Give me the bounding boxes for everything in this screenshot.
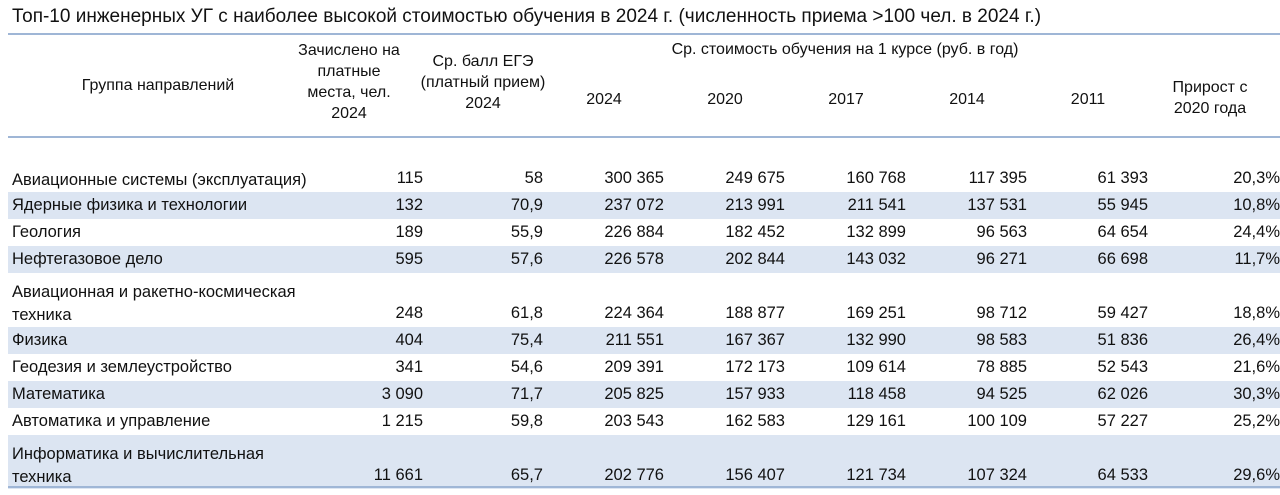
cost-2017-cell: 121 734 [785,435,906,489]
header-cost: Ср. стоимость обучения на 1 курсе (руб. в год) [671,41,1019,58]
table-row [8,246,1280,273]
cost-2011-cell: 62 026 [1027,381,1148,408]
cost-2024-cell: 203 543 [604,412,664,430]
cost-2014-cell: 137 531 [906,192,1027,219]
cost-2014-cell: 107 324 [906,435,1027,489]
cost-table [8,138,1280,489]
cost-2017-cell: 169 251 [846,304,906,322]
header-2017: 2017 [828,91,864,108]
cost-2014-cell: 78 885 [976,358,1027,376]
growth-cell: 24,4% [1233,223,1280,241]
cost-2017-cell: 143 032 [785,246,906,273]
group-name-cell: Авиационные системы (эксплуатация) [12,171,307,189]
group-name-cell: Геология [12,223,81,241]
table-row [8,381,1280,408]
cost-2020-cell: 188 877 [725,304,785,322]
table-row [8,138,1280,192]
header-2024: 2024 [586,91,622,108]
enrolled-cell: 3 090 [308,381,423,408]
cost-2020-cell: 182 452 [725,223,785,241]
cost-2011-cell: 66 698 [1027,246,1148,273]
table-row [8,408,1280,435]
header-growth: Прирост с 2020 года [1172,79,1248,117]
ege-cell: 61,8 [510,304,543,322]
cost-2020-cell: 172 173 [725,358,785,376]
cost-2017-cell: 118 458 [785,381,906,408]
cost-2024-cell: 205 825 [543,381,664,408]
cost-2014-cell: 98 583 [906,327,1027,354]
cost-2020-cell: 202 844 [664,246,785,273]
group-name-cell: Нефтегазовое дело [8,246,308,273]
cost-2011-cell: 64 654 [1097,223,1148,241]
growth-cell: 25,2% [1233,412,1280,430]
enrolled-cell: 248 [395,304,423,322]
ege-cell: 75,4 [423,327,543,354]
cost-2017-cell: 129 161 [846,412,906,430]
cost-2014-cell: 117 395 [968,169,1027,187]
enrolled-cell: 595 [308,246,423,273]
cost-2011-cell: 61 393 [1097,169,1148,187]
growth-cell: 30,3% [1148,381,1280,408]
cost-2020-cell: 167 367 [664,327,785,354]
cost-2024-cell: 224 364 [604,304,664,322]
growth-cell: 29,6% [1148,435,1280,489]
group-name-cell: Ядерные физика и технологии [8,192,308,219]
cost-2017-cell: 160 768 [846,169,906,187]
ege-cell: 59,8 [510,412,543,430]
cost-2011-cell: 51 836 [1027,327,1148,354]
cost-2011-cell: 55 945 [1027,192,1148,219]
cost-2024-cell: 300 365 [604,169,664,187]
table-row [8,327,1280,354]
ege-cell: 65,7 [423,435,543,489]
ege-cell: 57,6 [423,246,543,273]
cost-2020-cell: 156 407 [664,435,785,489]
cost-2011-cell: 64 533 [1027,435,1148,489]
cost-2014-cell: 96 271 [906,246,1027,273]
enrolled-cell: 132 [308,192,423,219]
table-row [8,435,1280,489]
cost-2024-cell: 237 072 [543,192,664,219]
ege-cell: 70,9 [423,192,543,219]
growth-cell: 26,4% [1148,327,1280,354]
ege-cell: 54,6 [510,358,543,376]
growth-cell: 20,3% [1233,169,1280,187]
cost-2024-cell: 209 391 [604,358,664,376]
cost-2020-cell: 249 675 [725,169,785,187]
cost-2014-cell: 96 563 [976,223,1027,241]
ege-cell: 55,9 [510,223,543,241]
cost-2017-cell: 132 899 [846,223,906,241]
enrolled-cell: 404 [308,327,423,354]
group-name-cell: Геодезия и землеустройство [12,358,232,376]
growth-cell: 18,8% [1233,304,1280,322]
cost-2020-cell: 162 583 [725,412,785,430]
header-ege: Ср. балл ЕГЭ (платный прием) 2024 [420,53,546,112]
cost-2017-cell: 109 614 [846,358,906,376]
cost-2024-cell: 211 551 [543,327,664,354]
table-row [8,354,1280,381]
cost-2014-cell: 94 525 [906,381,1027,408]
cost-2020-cell: 157 933 [664,381,785,408]
enrolled-cell: 189 [395,223,423,241]
table-row [8,219,1280,246]
table-row [8,273,1280,327]
ege-cell: 58 [524,169,543,187]
cost-2011-cell: 57 227 [1097,412,1148,430]
header-2014: 2014 [949,91,985,108]
group-name-cell: Авиационная и ракетно-космическая техника [12,283,296,324]
growth-cell: 10,8% [1148,192,1280,219]
ege-cell: 71,7 [423,381,543,408]
header-enrolled: Зачислено на платные места, чел. 2024 [298,42,400,122]
table-title: Топ-10 инженерных УГ с наиболее высокой стоимостью обучения в 2024 г. (численность приема >100 чел. в 2024 г.) [12,6,1042,27]
cost-2011-cell: 59 427 [1097,304,1148,322]
group-name-cell: Автоматика и управление [12,412,211,430]
group-name-cell: Информатика и вычислительная техника [8,435,308,489]
group-name-cell: Математика [8,381,308,408]
header-2011: 2011 [1070,91,1106,108]
group-name-cell: Физика [8,327,308,354]
cost-2011-cell: 52 543 [1097,358,1148,376]
enrolled-cell: 1 215 [381,412,423,430]
growth-cell: 21,6% [1233,358,1280,376]
enrolled-cell: 115 [396,169,423,187]
cost-2024-cell: 226 578 [543,246,664,273]
growth-cell: 11,7% [1148,246,1280,273]
cost-2024-cell: 226 884 [604,223,664,241]
cost-2014-cell: 100 109 [967,412,1027,430]
enrolled-cell: 11 661 [308,435,423,489]
header-2020: 2020 [707,91,743,108]
header-group: Группа направлений [81,77,235,94]
header-top-rule [8,33,1280,35]
enrolled-cell: 341 [395,358,423,376]
table-bottom-rule [8,486,1280,488]
cost-2017-cell: 132 990 [785,327,906,354]
cost-2014-cell: 98 712 [976,304,1027,322]
cost-2020-cell: 213 991 [664,192,785,219]
table-row [8,192,1280,219]
cost-2024-cell: 202 776 [543,435,664,489]
cost-2017-cell: 211 541 [785,192,906,219]
